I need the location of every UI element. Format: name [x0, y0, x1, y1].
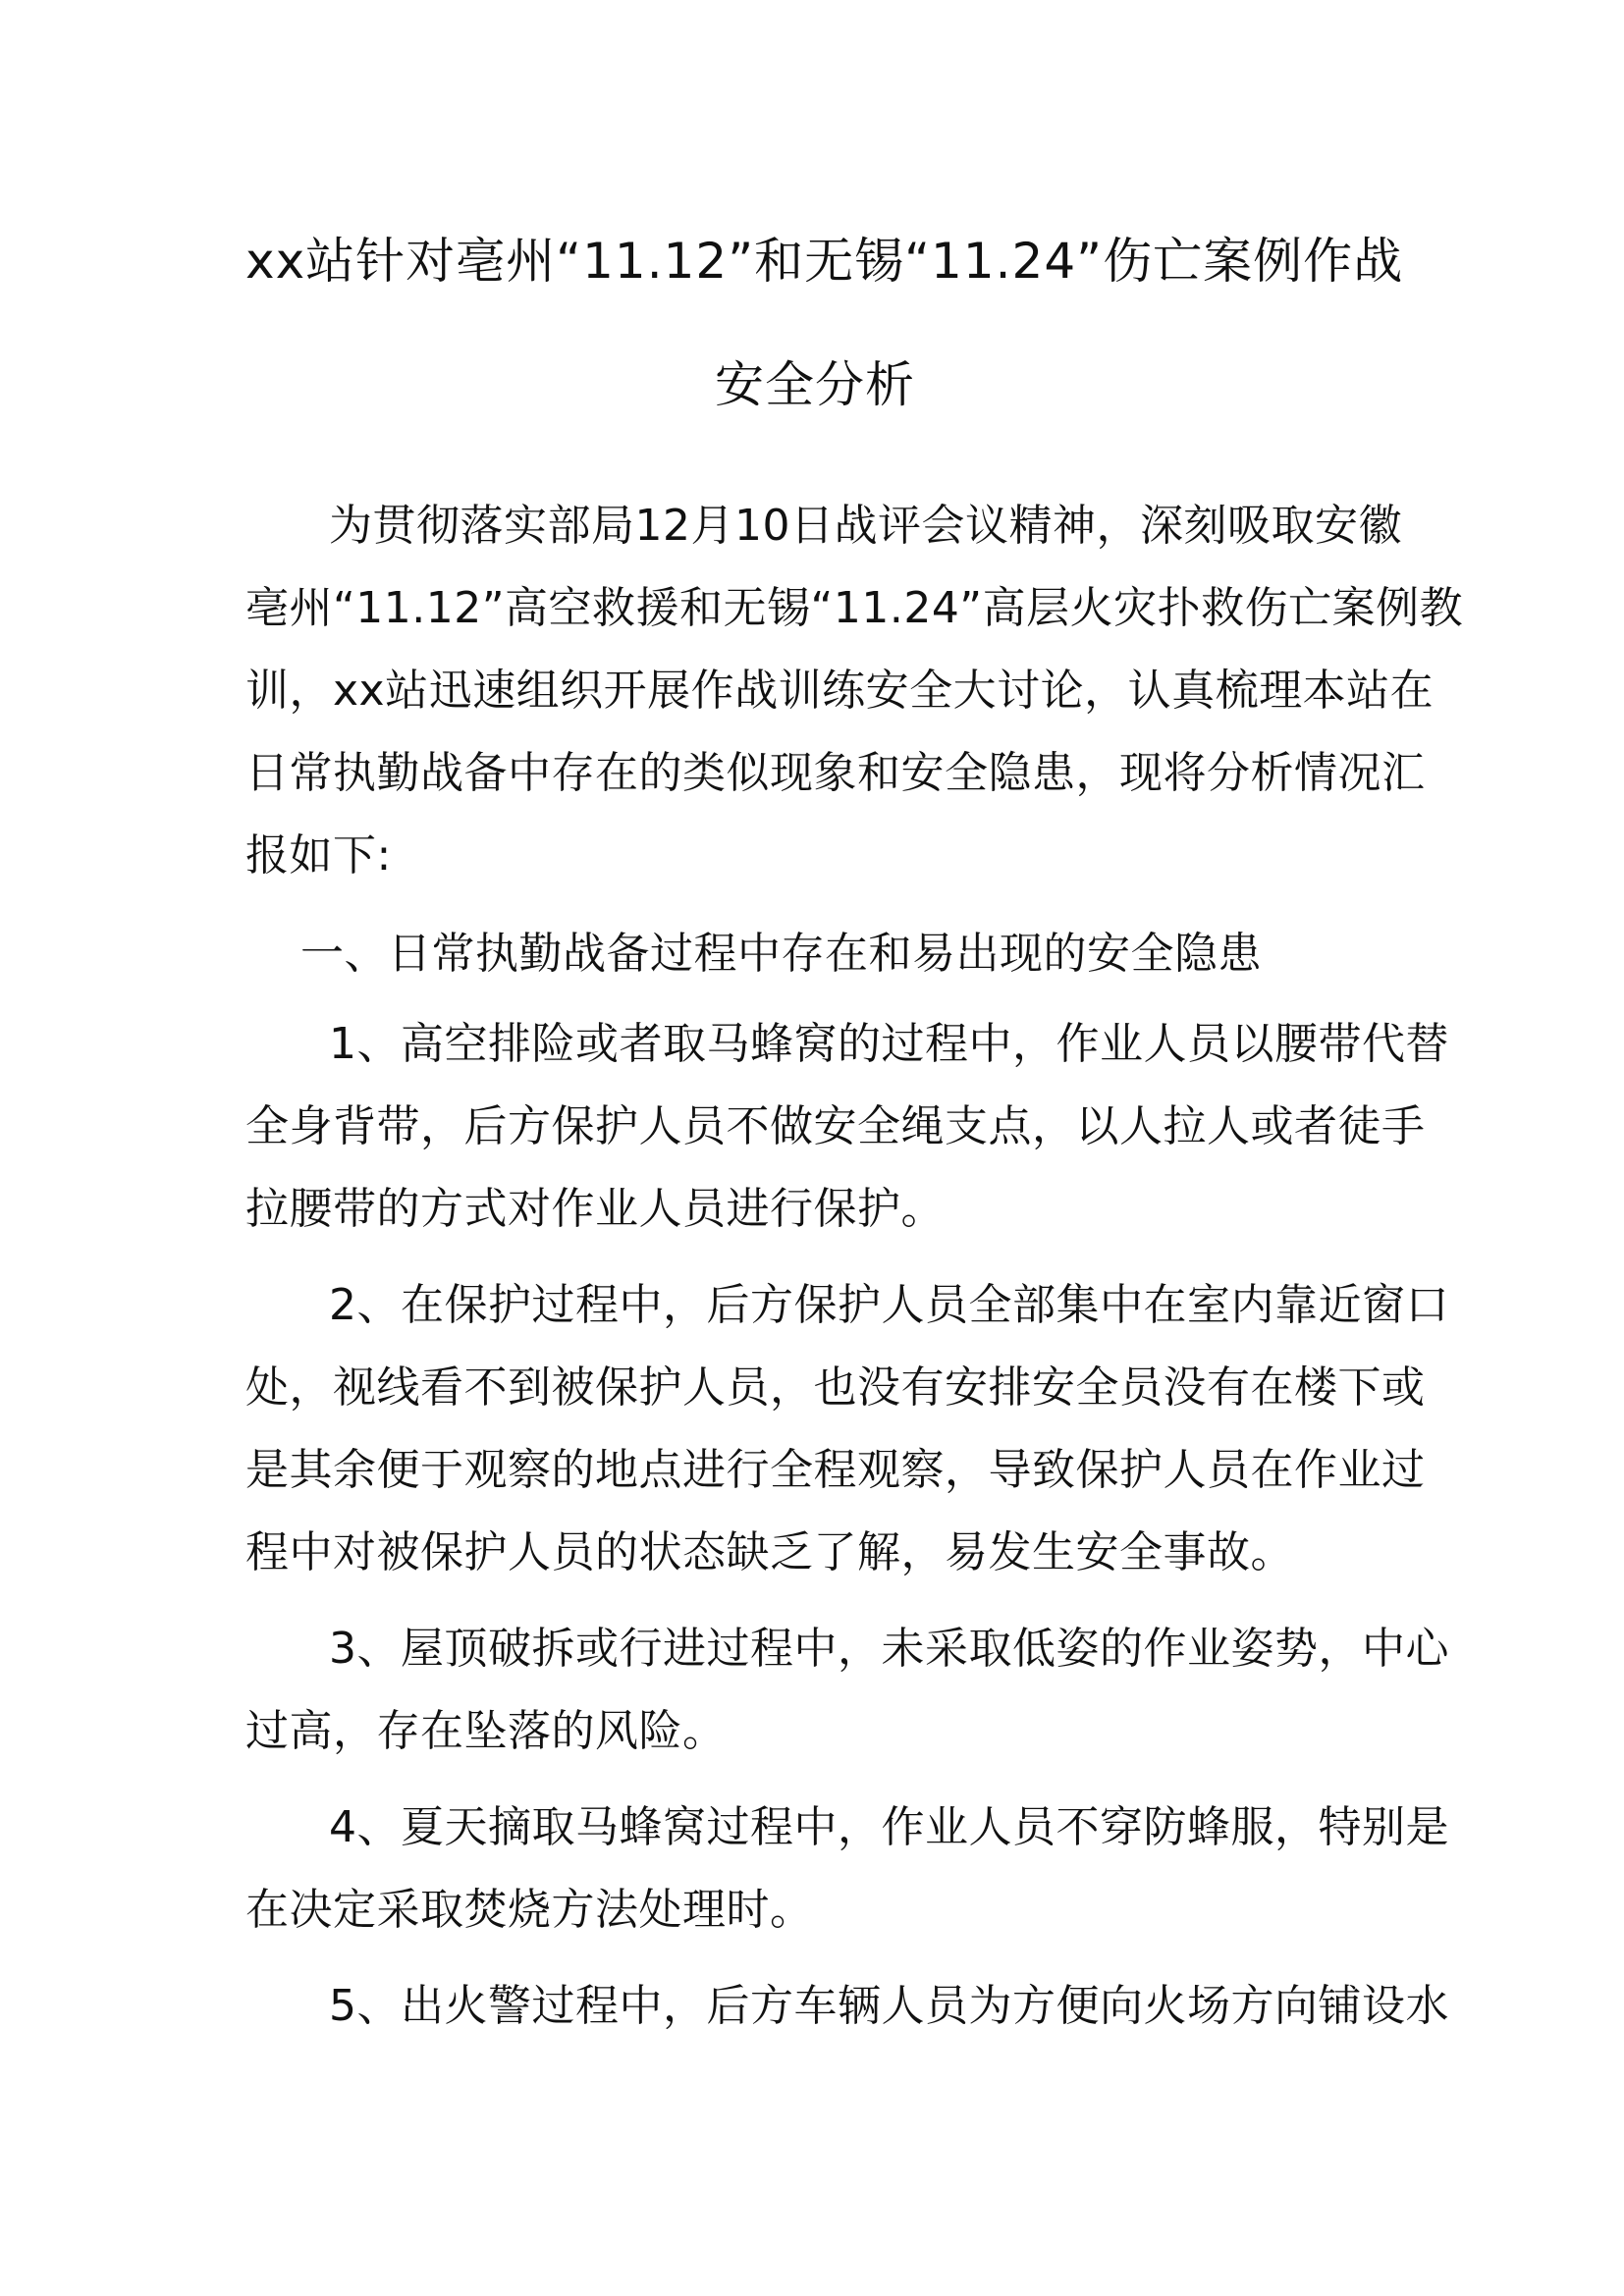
item-4-line: 4、夏天摘取马蜂窝过程中，作业人员不穿防蜂服，特别是	[329, 1802, 1449, 1852]
intro-line: 亳州“11.12”高空救援和无锡“11.24”高层火灾扑救伤亡案例教	[245, 583, 1464, 633]
item-2-line: 是其余便于观察的地点进行全程观察，导致保护人员在作业过	[245, 1445, 1426, 1495]
intro-line: 训，xx站迅速组织开展作战训练安全大讨论，认真梳理本站在	[245, 666, 1435, 716]
item-1-line: 1、高空排险或者取马蜂窝的过程中，作业人员以腰带代替	[329, 1019, 1449, 1069]
item-4-line: 在决定采取焚烧方法处理时。	[245, 1885, 814, 1935]
document-title-line-2: 安全分析	[715, 356, 915, 413]
intro-line: 报如下:	[245, 830, 392, 881]
item-3-line: 3、屋顶破拆或行进过程中，未采取低姿的作业姿势，中心	[329, 1624, 1449, 1674]
document-title-line-1: xx站针对亳州“11.12”和无锡“11.24”伤亡案例作战	[245, 233, 1404, 290]
item-3-line: 过高，存在坠落的风险。	[245, 1706, 727, 1756]
item-2-line: 2、在保护过程中，后方保护人员全部集中在室内靠近窗口	[329, 1280, 1449, 1330]
intro-line: 为贯彻落实部局12月10日战评会议精神，深刻吸取安徽	[329, 501, 1402, 551]
item-1-line: 全身背带，后方保护人员不做安全绳支点，以人拉人或者徒手	[245, 1101, 1426, 1151]
item-1-line: 拉腰带的方式对作业人员进行保护。	[245, 1184, 945, 1234]
item-2-line: 程中对被保护人员的状态缺乏了解，易发生安全事故。	[245, 1527, 1294, 1577]
item-5-line: 5、出火警过程中，后方车辆人员为方便向火场方向铺设水	[329, 1981, 1449, 2031]
item-2-line: 处，视线看不到被保护人员，也没有安排安全员没有在楼下或	[245, 1362, 1426, 1413]
section-heading: 一、日常执勤战备过程中存在和易出现的安全隐患	[300, 929, 1262, 979]
intro-line: 日常执勤战备中存在的类似现象和安全隐患，现将分析情况汇	[245, 748, 1426, 798]
